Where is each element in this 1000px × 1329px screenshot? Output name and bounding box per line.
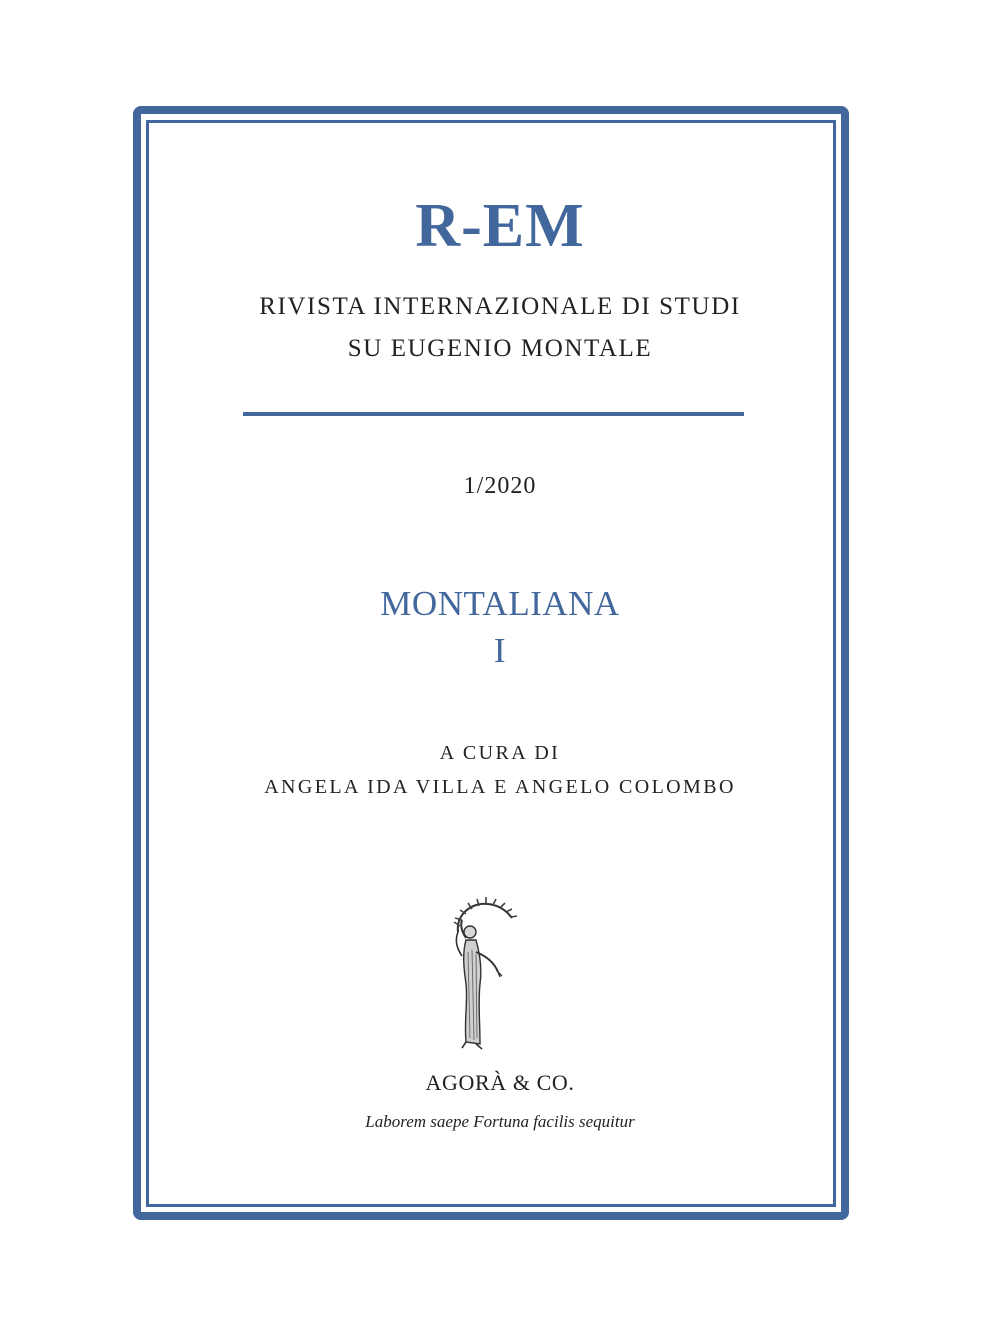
editors-label: A CURA DI: [439, 742, 561, 764]
classical-figure-with-wreath-icon: [436, 892, 546, 1060]
journal-subtitle-line-2: SU EUGENIO MONTALE: [347, 335, 653, 362]
journal-subtitle-line-1: RIVISTA INTERNAZIONALE DI STUDI: [259, 293, 741, 320]
publisher-name: AGORÀ & CO.: [425, 1070, 575, 1095]
publisher-motto: Laborem saepe Fortuna facilis sequitur: [365, 1112, 635, 1131]
volume-number: I: [493, 631, 507, 670]
journal-title: R-EM: [415, 192, 585, 260]
issue-number: 1/2020: [463, 473, 537, 499]
title-divider: [243, 412, 744, 416]
editors-names: ANGELA IDA VILLA E ANGELO COLOMBO: [264, 776, 736, 798]
volume-title: MONTALIANA: [380, 584, 620, 623]
